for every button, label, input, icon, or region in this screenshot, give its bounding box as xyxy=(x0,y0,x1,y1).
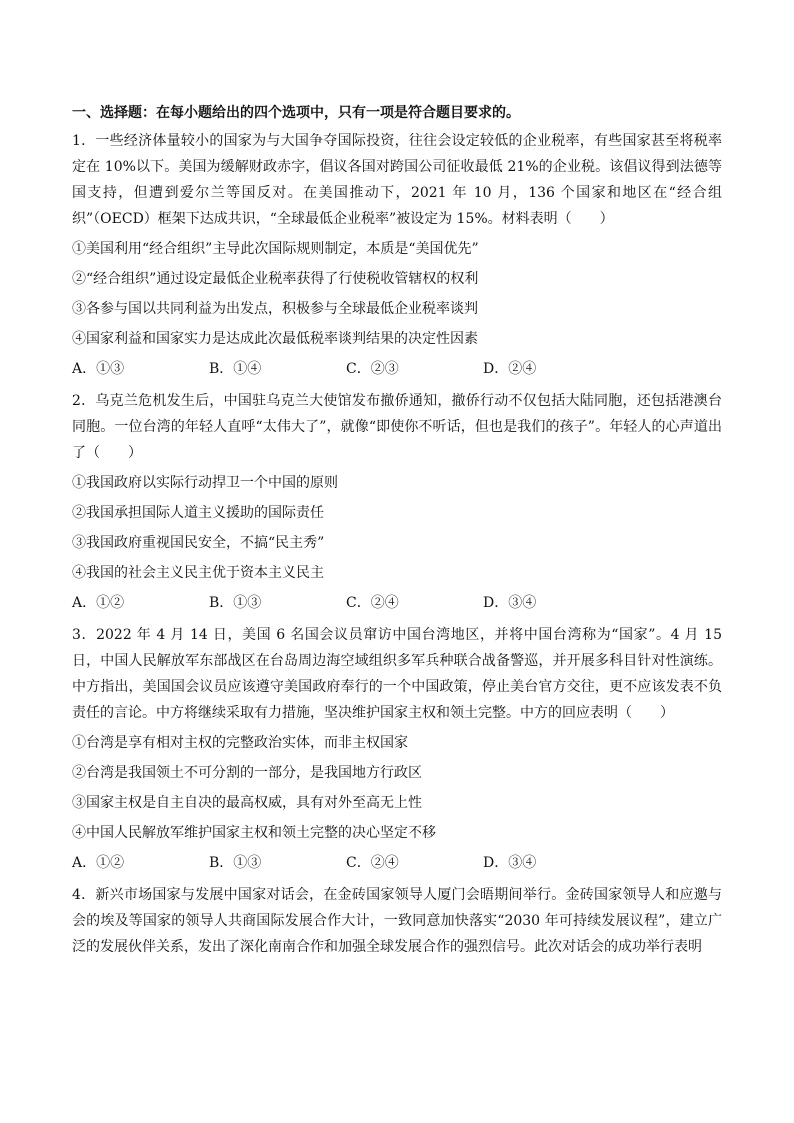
exam-content xyxy=(72,100,722,962)
question-4 xyxy=(72,882,722,960)
question-stem: 3．2022 年 4 月 14 日，美国 6 名国会议员窜访中国台湾地区，并将中国台湾称为“国家”。4 月 15 日，中国人民解放军东部战区在台岛周边海空域组织多军兵种联合战备警巡，并开展多科目针对性演练。中方指出，美国国会议员应该遵守美国政府奉行的一个中国政策，停止美台官方交往，更不应该发表不负责任的言论。中方将继续采取有力措施，坚决维护国家主权和领土完整。中方的回应表明（ ） xyxy=(72,627,722,721)
answer-choices xyxy=(72,590,722,616)
choice-b[interactable]: B．①④ xyxy=(209,361,262,377)
statement-3: ③各参与国以共同利益为出发点，积极参与全球最低企业税率谈判 xyxy=(72,301,478,317)
statement-1: ①台湾是享有相对主权的完整政治实体，而非主权国家 xyxy=(72,735,408,751)
statement-4: ④中国人民解放军维护国家主权和领土完整的决心坚定不移 xyxy=(72,825,436,841)
choice-c[interactable]: C．②③ xyxy=(346,361,399,377)
answer-choices xyxy=(72,850,722,876)
statement-4: ④国家利益和国家实力是达成此次最低税率谈判结果的决定性因素 xyxy=(72,331,478,347)
choice-d[interactable]: D．③④ xyxy=(483,855,537,871)
choice-b[interactable]: B．①③ xyxy=(209,855,262,871)
choice-d[interactable]: D．②④ xyxy=(483,361,537,377)
statement-2: ②“经合组织”通过设定最低企业税率获得了行使税收管辖权的权利 xyxy=(72,271,479,287)
choice-a[interactable]: A．①② xyxy=(72,595,125,611)
question-1 xyxy=(72,128,722,382)
statement-2: ②台湾是我国领土不可分割的一部分，是我国地方行政区 xyxy=(72,765,422,781)
question-stem: 1．一些经济体量较小的国家为与大国争夺国际投资，往往会设定较低的企业税率，有些国家甚至将税率定在 10%以下。美国为缓解财政赤字，倡议各国对跨国公司征收最低 21%的企业税。该倡议得到法德等国支持，但遭到爱尔兰等国反对。在美国推动下，2021 年 10 月，136 个国家和地区在“经合组织”（OECD）框架下达成共识，“全球最低企业税率”被设定为 15%。材料表明（ ） xyxy=(72,133,722,227)
statement-4: ④我国的社会主义民主优于资本主义民主 xyxy=(72,565,324,581)
choice-d[interactable]: D．③④ xyxy=(483,595,537,611)
question-stem: 2．乌克兰危机发生后，中国驻乌克兰大使馆发布撤侨通知，撤侨行动不仅包括大陆同胞，还包括港澳台同胞。一位台湾的年轻人直呼“太伟大了”，就像“即使你不听话，但也是我们的孩子”。年轻人的心声道出了（ ） xyxy=(72,393,722,461)
statement-3: ③我国政府重视国民安全，不搞“民主秀” xyxy=(72,535,325,551)
answer-choices xyxy=(72,356,722,382)
statement-3: ③国家主权是自主自决的最高权威，具有对外至高无上性 xyxy=(72,795,422,811)
choice-b[interactable]: B．①③ xyxy=(209,595,262,611)
choice-a[interactable]: A．①③ xyxy=(72,361,125,377)
choice-c[interactable]: C．②④ xyxy=(346,855,399,871)
question-2 xyxy=(72,388,722,616)
choice-a[interactable]: A．①② xyxy=(72,855,125,871)
statement-1: ①美国利用“经合组织”主导此次国际规则制定，本质是“美国优先” xyxy=(72,241,479,257)
choice-c[interactable]: C．②④ xyxy=(346,595,399,611)
question-3 xyxy=(72,622,722,876)
section-heading: 一、选择题：在每小题给出的四个选项中，只有一项是符合题目要求的。 xyxy=(72,105,520,121)
question-stem: 4．新兴市场国家与发展中国家对话会，在金砖国家领导人厦门会晤期间举行。金砖国家领导人和应邀与会的埃及等国家的领导人共商国际发展合作大计，一致同意加快落实“2030 年可持续发展议程”，建立广泛的发展伙伴关系，发出了深化南南合作和加强全球发展合作的强烈信号。此次对话会的成功举行表明 xyxy=(72,887,722,955)
statement-2: ②我国承担国际人道主义援助的国际责任 xyxy=(72,505,324,521)
statement-1: ①我国政府以实际行动捍卫一个中国的原则 xyxy=(72,475,338,491)
